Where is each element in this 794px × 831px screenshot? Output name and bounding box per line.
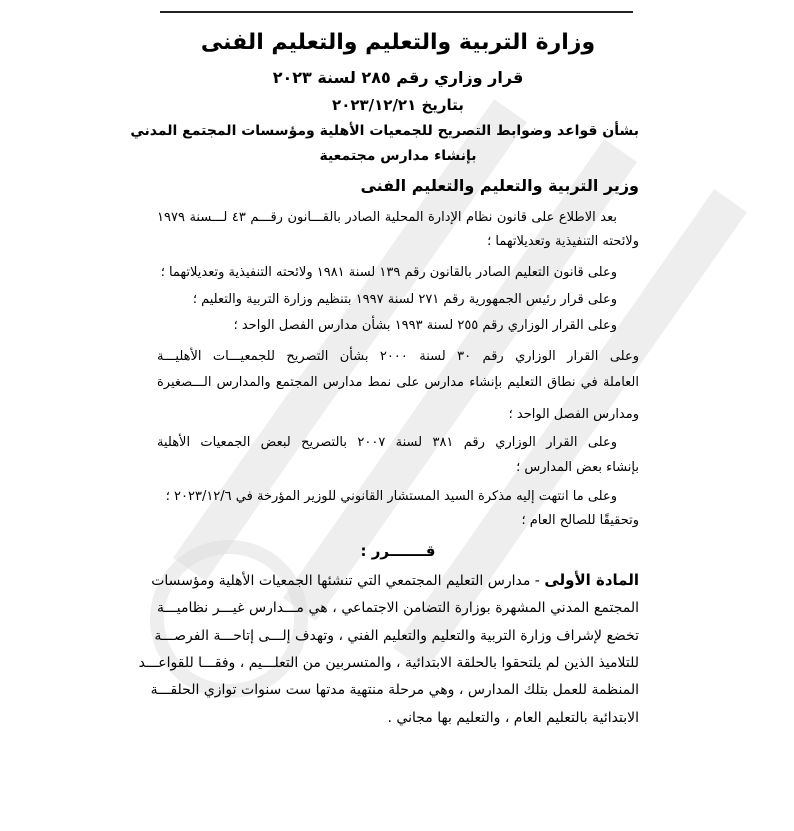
preamble-line: بعد الاطلاع على قانون نظام الإدارة المحلية الصادر بالقـــانون رقـــم ٤٣ لـــسنة ١٩٧٩ — [157, 210, 617, 225]
top-rule — [160, 11, 633, 13]
preamble-line: وعلى ما انتهت إليه مذكرة السيد المستشار القانوني للوزير المؤرخة في ٢٠٢٣/١٢/٦ ؛ — [165, 489, 617, 504]
preamble-line: وعلى القرار الوزاري رقم ٢٥٥ لسنة ١٩٩٣ بشأن مدارس الفصل الواحد ؛ — [233, 318, 617, 333]
minister-heading: وزير التربية والتعليم والتعليم الفنى — [360, 176, 639, 195]
preamble-line: وعلى قرار رئيس الجمهورية رقم ٢٧١ لسنة ١٩٩٧ بتنظيم وزارة التربية والتعليم ؛ — [192, 292, 617, 307]
decree-subject: بشأن قواعد وضوابط التصريح للجمعيات الأهلية ومؤسسات المجتمع المدني — [130, 123, 639, 139]
article-1-first-line — [151, 570, 639, 591]
article-1-label: المادة الأولى — [544, 571, 639, 589]
decides-heading: قـــــــرر : — [360, 542, 436, 560]
ministry-title: وزارة التربية والتعليم والتعليم الفنى — [200, 30, 596, 55]
preamble-line: وعلى قانون التعليم الصادر بالقانون رقم ١٣٩ لسنة ١٩٨١ ولائحته التنفيذية وتعديلاتهما ؛ — [160, 265, 617, 280]
preamble-line: بإنشاء بعض المدارس ؛ — [516, 460, 639, 475]
decree-date: بتاريخ ٢٠٢٣/١٢/٢١ — [332, 96, 464, 114]
article-line: المنظمة للعمل بتلك المدارس ، وهي مرحلة منتهية مدتها ست سنوات توازي الحلقـــة — [150, 682, 639, 698]
article-line: المجتمع المدني المشهرة بوزارة التضامن الاجتماعي ، هي مـــدارس غيـــر نظاميـــة — [157, 600, 639, 616]
article-line: للتلاميذ الذين لم يلتحقوا بالحلقة الابتدائية ، والمتسربين من التعلـــيم ، وفقـــا للقواعـــد — [138, 655, 639, 671]
preamble-line: وعلى القرار الوزاري رقم ٣٨١ لسنة ٢٠٠٧ بالتصريح لبعض الجمعيات الأهلية — [157, 435, 617, 450]
article-line: - مدارس التعليم المجتمعي التي تنشئها الجمعيات الأهلية ومؤسسات — [151, 573, 540, 589]
preamble-line: ولائحته التنفيذية وتعديلاتهما ؛ — [487, 234, 639, 249]
article-line: تخضع لإشراف وزارة التربية والتعليم والتعليم الفني ، وتهدف إلـــى إتاحـــة الفرصـــة — [154, 628, 639, 644]
preamble-line: وعلى القرار الوزاري رقم ٣٠ لسنة ٢٠٠٠ بشأن التصريح للجمعيـــات الأهليـــة — [157, 349, 639, 364]
decree-subject-2: بإنشاء مدارس مجتمعية — [319, 148, 477, 164]
preamble-line: وتحقيقًا للصالح العام ؛ — [521, 513, 639, 528]
watermark — [150, 540, 308, 698]
preamble-line: ومدارس الفصل الواحد ؛ — [508, 407, 639, 422]
preamble-line: العاملة في نطاق التعليم بإنشاء مدارس على نمط مدارس المجتمع والمدارس الـــصغيرة — [157, 375, 639, 390]
article-line: الابتدائية بالتعليم العام ، والتعليم بها مجاني . — [387, 710, 639, 726]
decree-number: قرار وزاري رقم ٢٨٥ لسنة ٢٠٢٣ — [272, 68, 524, 87]
